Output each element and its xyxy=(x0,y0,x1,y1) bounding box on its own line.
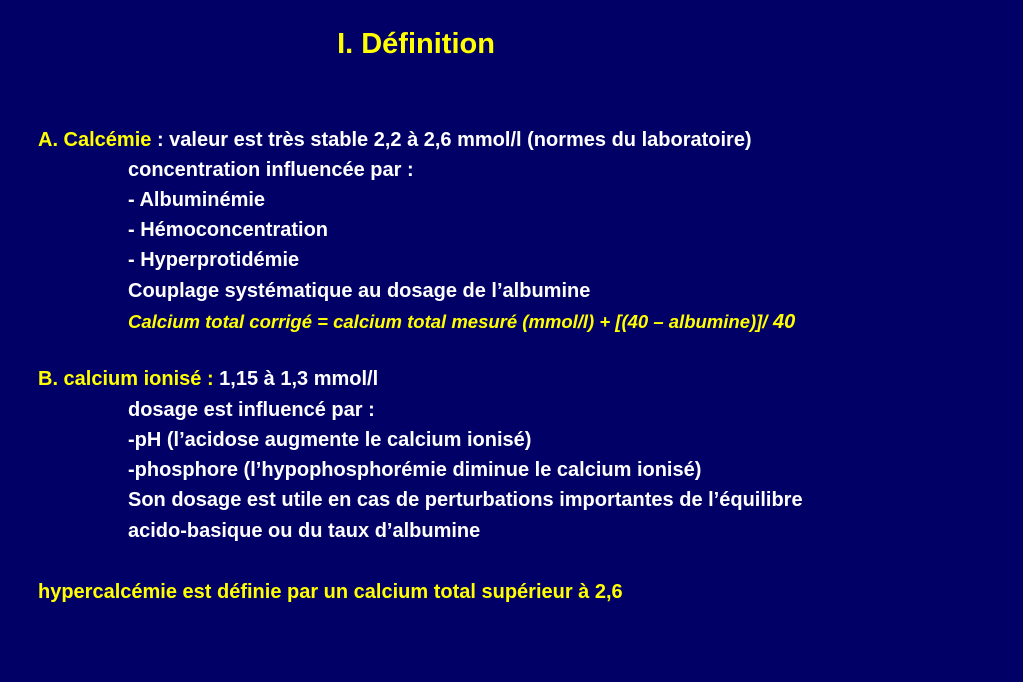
slide-title: I. Définition xyxy=(337,28,495,60)
correction-formula xyxy=(128,309,795,335)
section-b-line: acido-basique ou du taux d’albumine xyxy=(128,520,481,542)
section-a-line: concentration influencée par : xyxy=(128,159,414,181)
section-a-heading-line xyxy=(38,127,752,153)
section-a-heading-text: : valeur est très stable 2,2 à 2,6 mmol/l (normes du laboratoire) xyxy=(151,129,752,151)
section-a-line: Couplage systématique au dosage de l’albumine xyxy=(128,280,591,302)
section-a-line: - Hyperprotidémie xyxy=(128,249,300,271)
section-b-line: -pH (l’acidose augmente le calcium ionisé) xyxy=(128,429,532,451)
correction-formula-text: Calcium total corrigé = calcium total mesuré (mmol/l) + [(40 – albumine)]/ xyxy=(128,311,768,332)
section-a-line: - Albuminémie xyxy=(128,189,266,211)
section-b-line: -phosphore (l’hypophosphorémie diminue le calcium ionisé) xyxy=(128,459,702,481)
correction-formula-divisor: 40 xyxy=(767,311,796,333)
section-b-heading: B. calcium ionisé : xyxy=(38,368,214,390)
section-a-heading: A. Calcémie xyxy=(38,129,152,151)
section-b-line: Son dosage est utile en cas de perturbations importantes de l’équilibre xyxy=(128,489,803,511)
section-a-line: - Hémoconcentration xyxy=(128,219,329,241)
conclusion: hypercalcémie est définie par un calcium total supérieur à 2,6 xyxy=(38,581,623,603)
section-b-heading-text: 1,15 à 1,3 mmol/l xyxy=(213,368,379,390)
section-b-heading-line xyxy=(38,366,378,392)
section-b-line: dosage est influencé par : xyxy=(128,399,375,421)
